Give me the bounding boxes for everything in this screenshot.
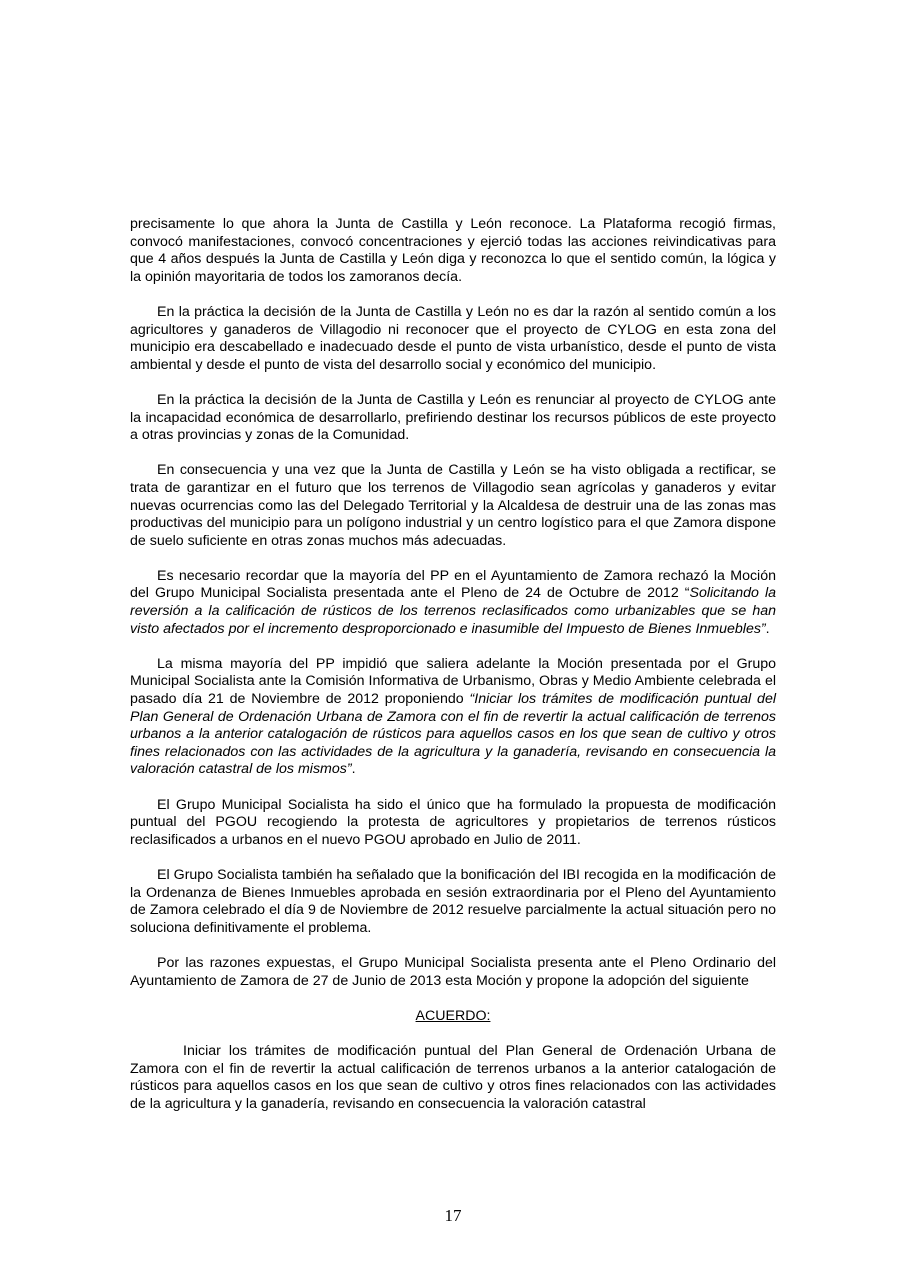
paragraph-consecuencia: En consecuencia y una vez que la Junta de Castilla y León se ha visto obligada a rectificar, se trata de garantizar en el futuro que los terrenos de Villagodio sean agrícolas y ganaderos y evitar nuevas ocurrencias como las del Delegado Territorial y la Alcaldesa de destruir una de las zonas mas productivas del municipio para un polígono industrial y un centro logístico para el que Zamora dispone de suelo suficiente en otras zonas muchos más adecuadas. <box>130 462 776 549</box>
paragraph-practica-cylog: En la práctica la decisión de la Junta de Castilla y León es renunciar al proyecto de CYLOG ante la incapacidad económica de desarrollarlo, prefiriendo destinar los recursos públicos de este proyecto a otras provincias y zonas de la Comunidad. <box>130 391 776 444</box>
paragraph-continuation: precisamente lo que ahora la Junta de Castilla y León reconoce. La Plataforma recogió firmas, convocó manifestaciones, convocó concentraciones y ejerció todas las acciones reivindicativas para que 4 años después la Junta de Castilla y León diga y reconozca lo que el sentido común, la lógica y la opinión mayoritaria de todos los zamoranos decía. <box>130 216 776 285</box>
paragraph-pgou: El Grupo Municipal Socialista ha sido el único que ha formulado la propuesta de modificación puntual del PGOU recogiendo la protesta de agricultores y propietarios de terrenos rústicos reclasificados a urbanos en el nuevo PGOU aprobado en Julio de 2011. <box>130 796 776 848</box>
paragraph-practica-villagodio: En la práctica la decisión de la Junta de Castilla y León no es dar la razón al sentido común a los agricultores y ganaderos de Villagodio ni reconocer que el proyecto de CYLOG en esta zona del municipio era descabellado e inadecuado desde el punto de vista urbanístico, desde el punto de vista ambiental y desde el punto de vista del desarrollo social y económico del municipio. <box>130 303 776 373</box>
paragraph-tail: . <box>765 620 770 637</box>
paragraph-razones: Por las razones expuestas, el Grupo Municipal Socialista presenta ante el Pleno Ordinario del Ayuntamiento de Zamora de 27 de Junio de 2013 esta Moción y propone la adopción del siguiente <box>130 954 776 989</box>
paragraph-lead: La misma mayoría del PP impidió que saliera adelante la Moción presentada por el Grupo Municipal Socialista ante la Comisión Informativa de Urbanismo, Obras y Medio Ambiente celebrada el pasado día 21 de Noviembre de 2012 proponiendo <box>130 655 776 708</box>
document-body <box>130 216 776 1131</box>
paragraph-mocion-octubre <box>130 568 776 638</box>
agreement-heading: ACUERDO: <box>415 1007 491 1024</box>
paragraph-lead: Es necesario recordar que la mayoría del PP en el Ayuntamiento de Zamora rechazó la Moción del Grupo Municipal Socialista presentada ante el Pleno de 24 de Octubre de 2012 “ <box>130 567 776 602</box>
paragraph-ibi: El Grupo Socialista también ha señalado que la bonificación del IBI recogida en la modificación de la Ordenanza de Bienes Inmuebles aprobada en sesión extraordinaria por el Pleno del Ayuntamiento de Zamora celebrado el día 9 de Noviembre de 2012 resuelve parcialmente la actual situación pero no soluciona definitivamente el problema. <box>130 866 776 936</box>
page-number: 17 <box>444 1206 462 1225</box>
paragraph-tail: . <box>351 761 356 778</box>
paragraph-quote: Solicitando la reversión a la calificación de rústicos de los terrenos reclasificados como urbanizables que se han visto afectados por el incremento desproporcionado e inasumible del Impuesto de Bienes Inmuebles” <box>130 585 776 637</box>
agreement-text: Iniciar los trámites de modificación puntual del Plan General de Ordenación Urbana de Zamora con el fin de revertir la actual calificación de terrenos urbanos a la anterior catalogación de rústicos para aquellos casos en los que sean de cultivo y otros fines relacionados con las actividades de la agricultura y la ganadería, revisando en consecuencia la valoración catastral <box>130 1042 776 1112</box>
paragraph-mocion-noviembre <box>130 656 776 779</box>
paragraph-quote: “Iniciar los trámites de modificación puntual del Plan General de Ordenación Urbana de Zamora con el fin de revertir la actual calificación de terrenos urbanos a la anterior catalogación de rústicos para aquellos casos en los que sean de cultivo y otros fines relacionados con las actividades de la agricultura y la ganadería, revisando en consecuencia la valoración catastral de los mismos” <box>130 691 776 778</box>
